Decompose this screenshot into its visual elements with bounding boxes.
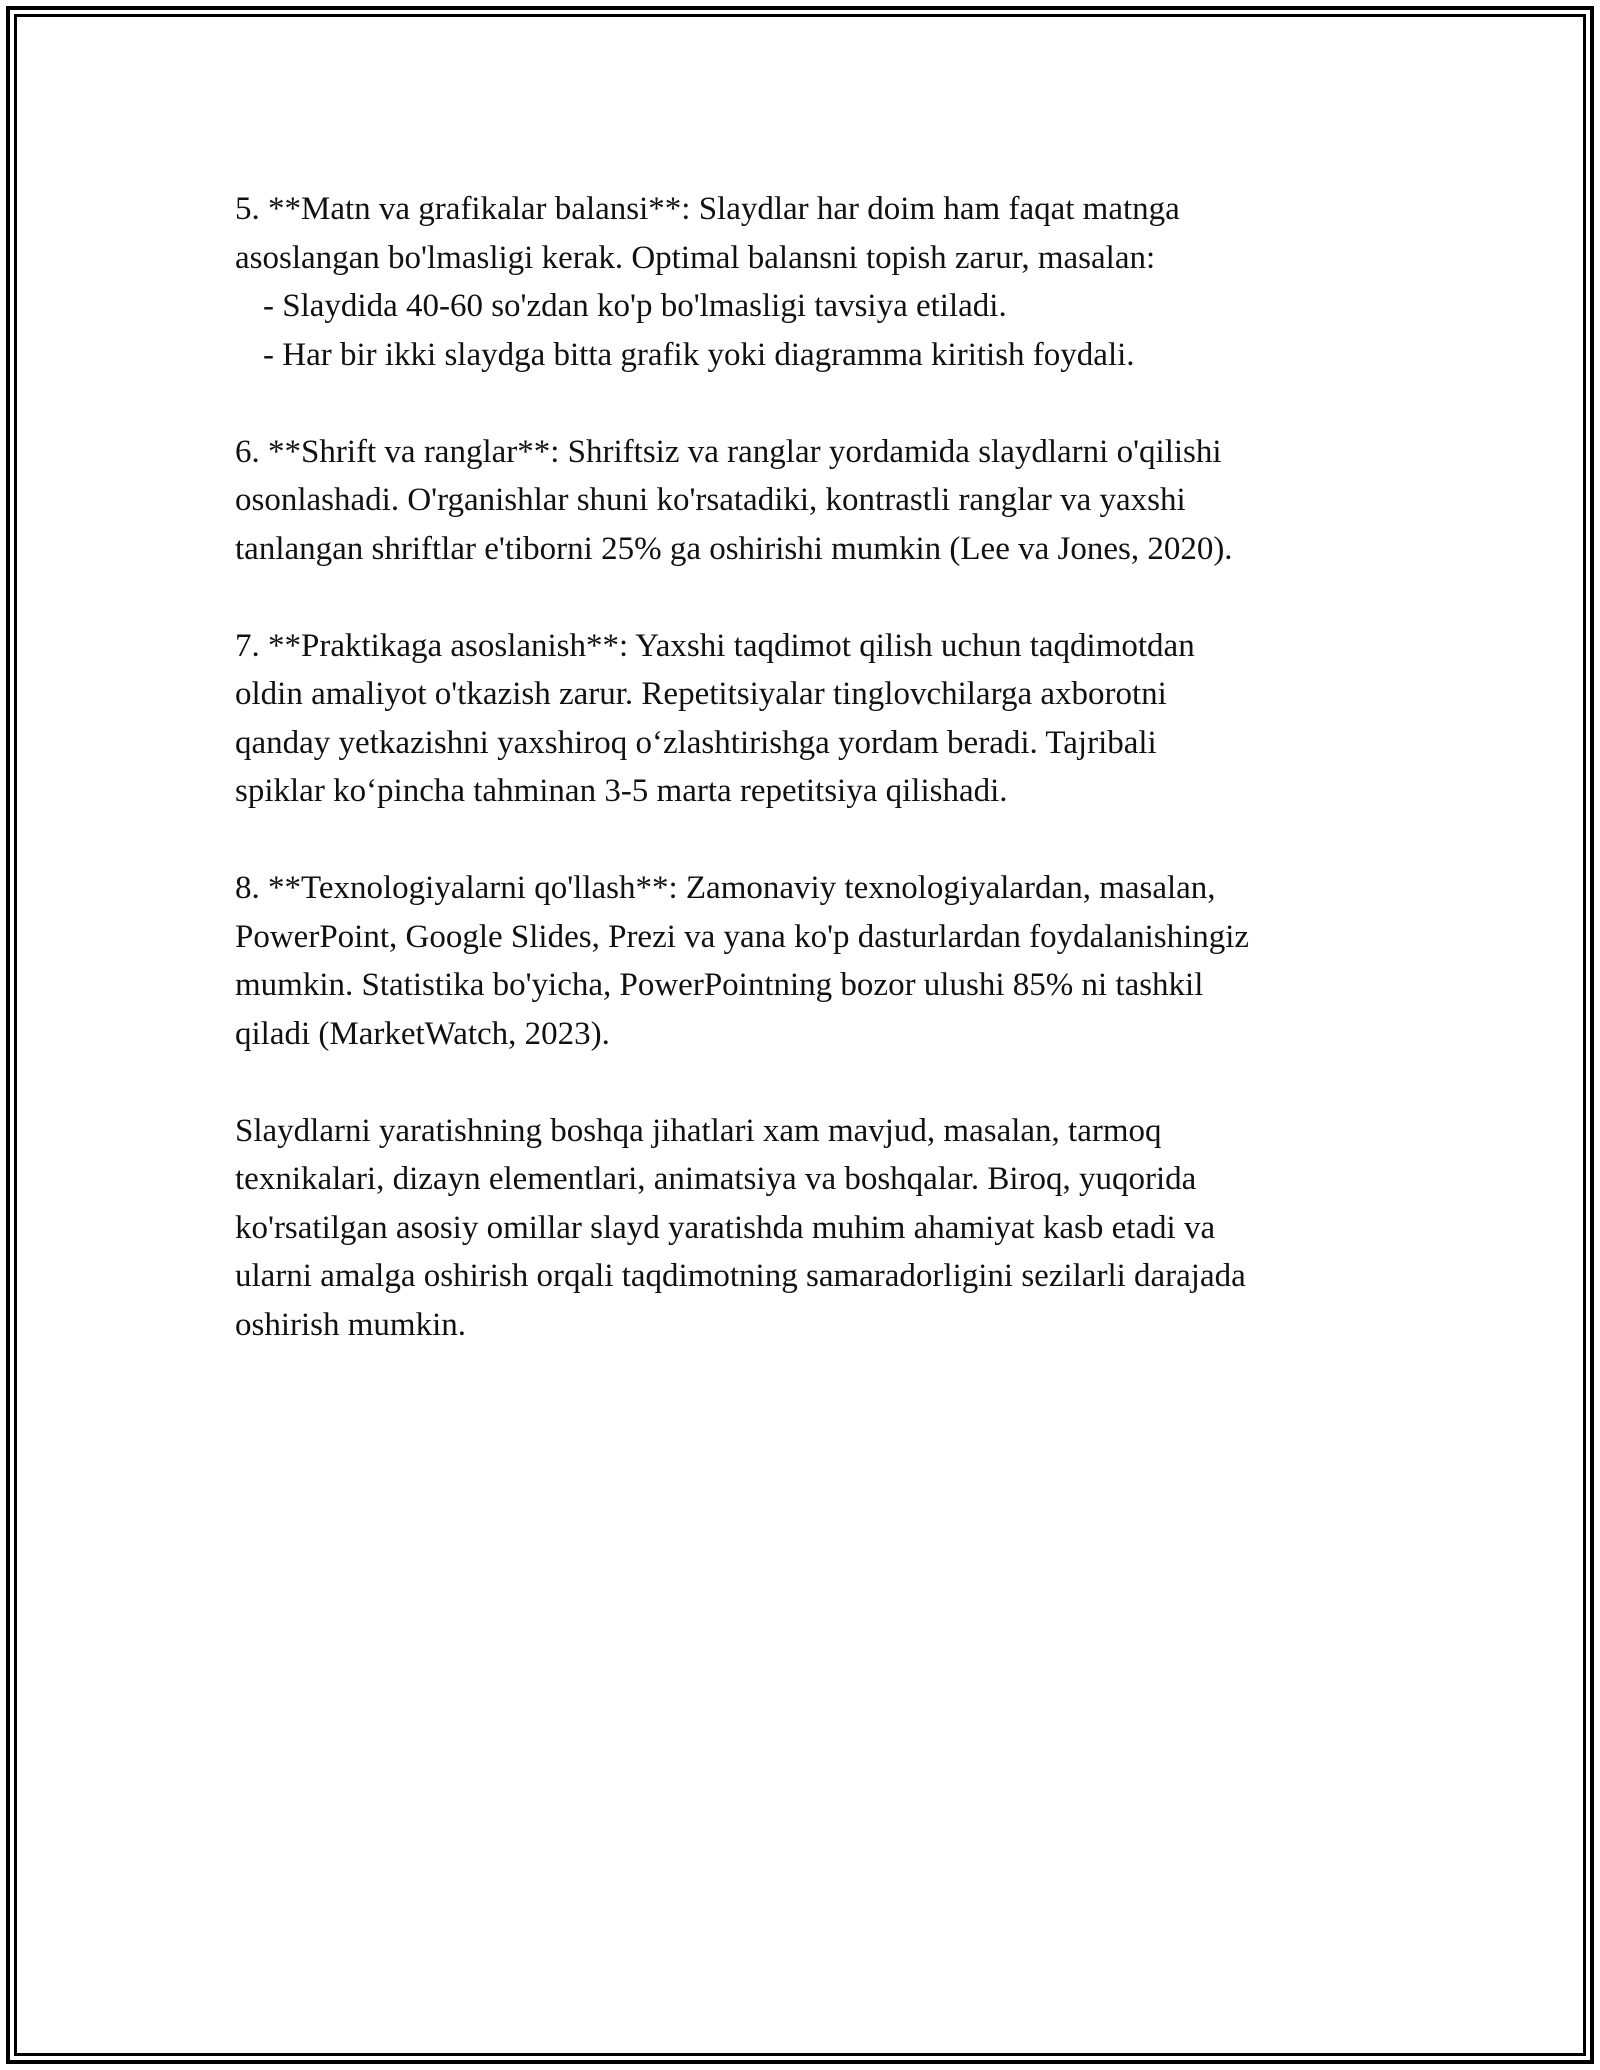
text-line: oshirish mumkin. — [235, 1306, 467, 1343]
text-line: osonlashadi. O'rganishlar shuni ko'rsatadiki, kontrastli ranglar va yaxshi — [235, 482, 1186, 518]
bullet-item: - Har bir ikki slaydga bitta grafik yoki diagramma kiritish foydali. — [263, 336, 1135, 373]
text-line: PowerPoint, Google Slides, Prezi va yana ko'p dasturlardan foydalanishingiz — [235, 918, 1250, 955]
text-line: ularni amalga oshirish orqali taqdimotning samaradorligini sezilarli darajada — [235, 1258, 1246, 1294]
text-line: Slaydlarni yaratishning boshqa jihatlari xam mavjud, masalan, tarmoq — [235, 1112, 1162, 1149]
text-line: 5. **Matn va grafikalar balansi**: Slaydlar har doim ham faqat matnga — [235, 191, 1180, 227]
paragraph-technologies — [235, 864, 1375, 1058]
bullet-item: - Slaydida 40-60 so'zdan ko'p bo'lmasligi tavsiya etiladi. — [263, 288, 1007, 324]
text-line: asoslangan bo'lmasligi kerak. Optimal balansni topish zarur, masalan: — [235, 239, 1156, 276]
text-line: qanday yetkazishni yaxshiroq o‘zlashtirishga yordam beradi. Tajribali — [235, 724, 1157, 761]
paragraph-practice — [235, 622, 1375, 816]
paragraph-fonts-colors — [235, 428, 1375, 574]
text-line: spiklar ko‘pincha tahminan 3-5 marta repetitsiya qilishadi. — [235, 773, 1008, 809]
paragraph-text-graphics-balance — [235, 185, 1375, 379]
text-line: ko'rsatilgan asosiy omillar slayd yaratishda muhim ahamiyat kasb etadi va — [235, 1209, 1216, 1246]
text-line: 7. **Praktikaga asoslanish**: Yaxshi taqdimot qilish uchun taqdimotdan — [235, 627, 1195, 664]
text-line: 8. **Texnologiyalarni qo'llash**: Zamonaviy texnologiyalardan, masalan, — [235, 870, 1216, 906]
text-line: oldin amaliyot o'tkazish zarur. Repetitsiyalar tinglovchilarga axborotni — [235, 676, 1167, 712]
text-line: tanlangan shriftlar e'tiborni 25% ga oshirishi mumkin (Lee va Jones, 2020). — [235, 530, 1233, 567]
text-line: mumkin. Statistika bo'yicha, PowerPointning bozor ulushi 85% ni tashkil — [235, 967, 1204, 1003]
text-line: 6. **Shrift va ranglar**: Shriftsiz va ranglar yordamida slaydlarni o'qilishi — [235, 433, 1222, 470]
text-line: texnikalari, dizayn elementlari, animatsiya va boshqalar. Biroq, yuqorida — [235, 1161, 1197, 1197]
document-body — [235, 185, 1375, 1398]
text-line: qiladi (MarketWatch, 2023). — [235, 1015, 610, 1052]
paragraph-conclusion — [235, 1107, 1375, 1350]
